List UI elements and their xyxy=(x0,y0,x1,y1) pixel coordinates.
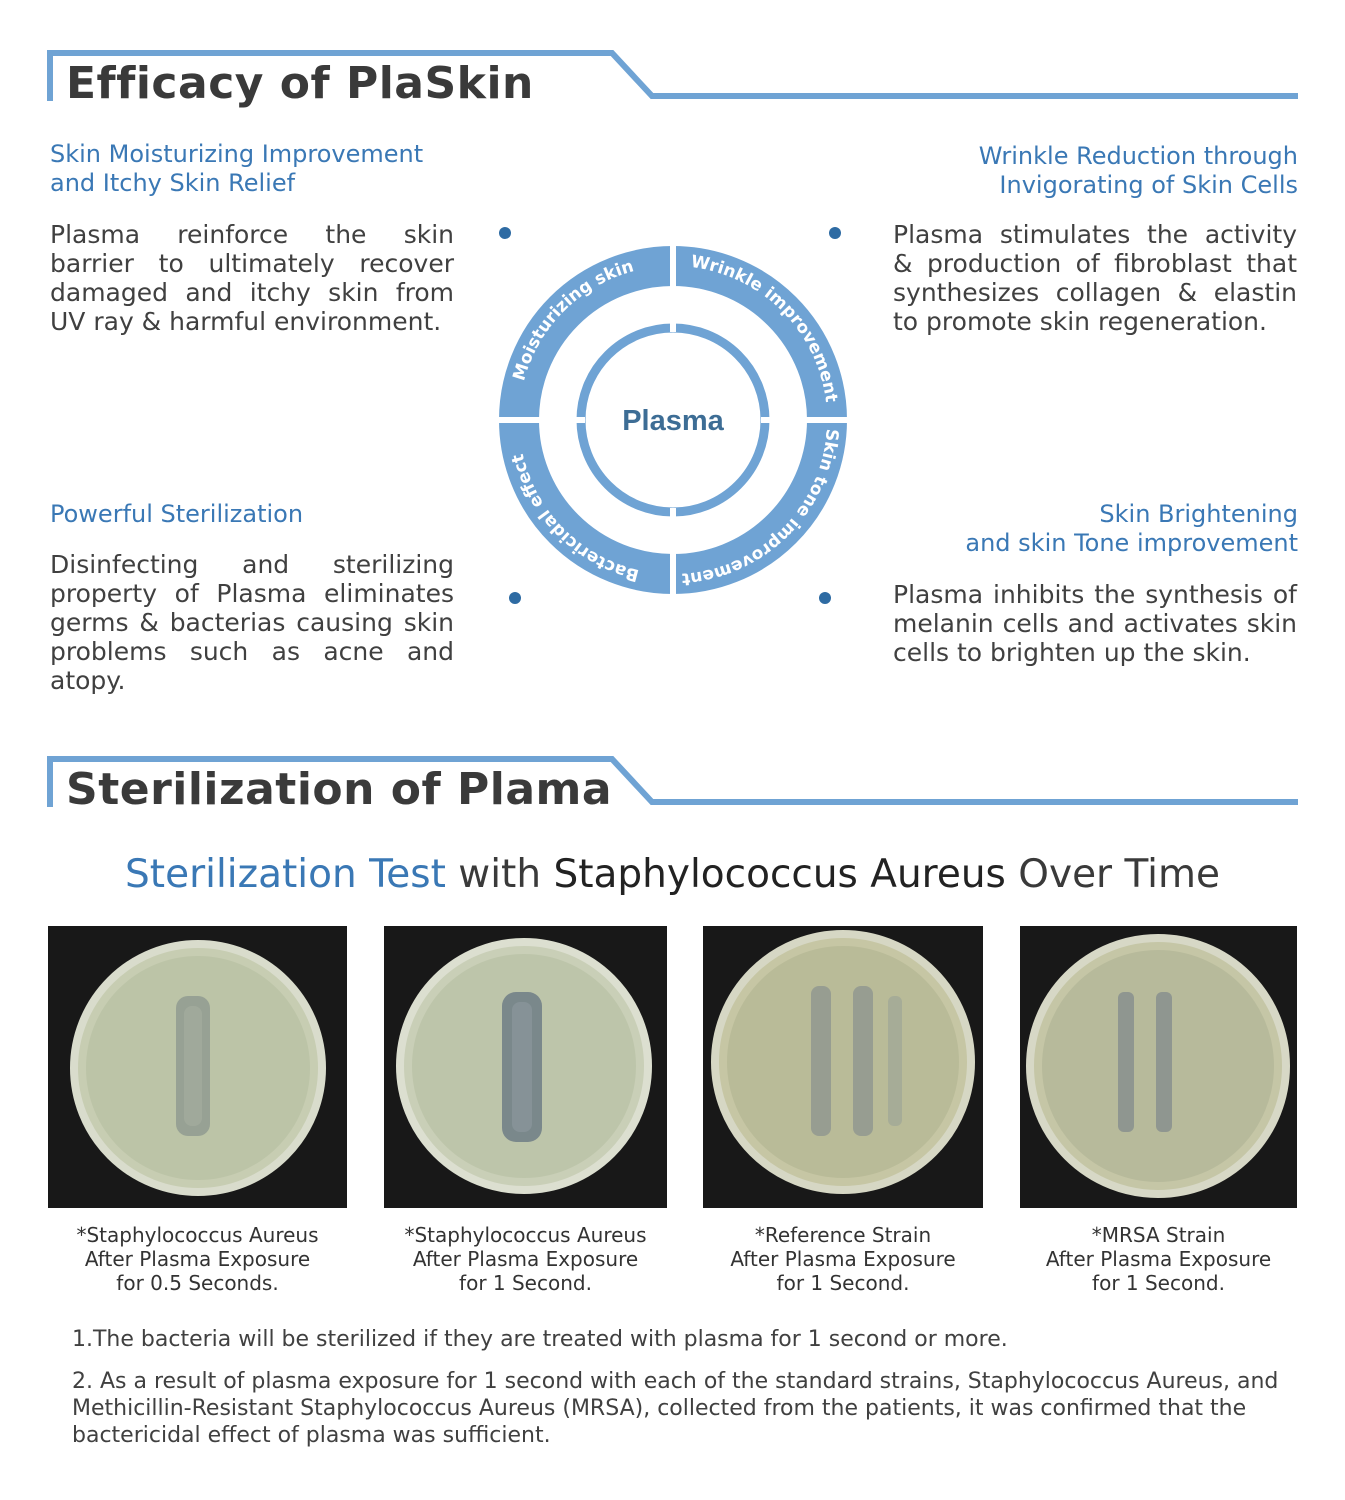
block-body-wrinkle: Plasma stimulates the activity & production of fibroblast that synthesizes collagen & elastin to promote skin regeneration. xyxy=(893,220,1297,336)
block-body-sterilization: Disinfecting and sterilizing property of Plasma eliminates germs & bacterias causing skin problems such as acne and atopy. xyxy=(50,550,454,695)
section-title-efficacy: Efficacy of PlaSkin xyxy=(66,58,534,109)
segment-label-bactericidal: Bactericidal effect xyxy=(508,452,642,586)
note-1: 1.The bacteria will be sterilized if they are treated with plasma for 1 second or more. xyxy=(72,1327,1008,1352)
photo-caption-4: *MRSA Strain After Plasma Exposure for 1 Second. xyxy=(1045,1223,1272,1295)
block-body-brightening: Plasma inhibits the synthesis of melanin cells and activates skin cells to brighten up the skin. xyxy=(893,580,1297,667)
block-title-brightening: Skin Brightening and skin Tone improvement xyxy=(965,500,1298,557)
petri-photo-1 xyxy=(48,926,347,1208)
block-title-moisturizing: Skin Moisturizing Improvement and Itchy Skin Relief xyxy=(50,140,424,197)
photo-caption-3: *Reference Strain After Plasma Exposure for 1 Second. xyxy=(730,1223,956,1295)
segment-label-wrinkle: Wrinkle improvement xyxy=(689,251,841,404)
test-title: Sterilization Test with Staphylococcus Aureus Over Time xyxy=(125,852,1220,897)
block-body-moisturizing: Plasma reinforce the skin barrier to ultimately recover damaged and itchy skin from UV ray & harmful environment. xyxy=(50,220,454,336)
petri-photo-4 xyxy=(1020,926,1297,1208)
petri-photo-3 xyxy=(703,926,983,1208)
segment-label-moisturizing: Moisturizing skin xyxy=(509,256,637,384)
plasma-diagram xyxy=(485,232,861,608)
block-title-sterilization: Powerful Sterilization xyxy=(50,500,304,528)
photo-caption-2: *Staphylococcus Aureus After Plasma Exposure for 1 Second. xyxy=(404,1223,647,1295)
section-title-sterilization: Sterilization of Plama xyxy=(66,764,613,815)
block-title-wrinkle: Wrinkle Reduction through Invigorating of Skin Cells xyxy=(978,142,1298,199)
diagram-center-label: Plasma xyxy=(622,405,724,437)
photo-caption-1: *Staphylococcus Aureus After Plasma Exposure for 0.5 Seconds. xyxy=(76,1223,319,1295)
petri-photo-2 xyxy=(384,926,667,1208)
note-2: 2. As a result of plasma exposure for 1 second with each of the standard strains, Staphylococcus Aureus, and Methicillin-Resistant Staphylococcus Aureus (MRSA), collected from the patients, it was confirmed that the bactericidal effect of plasma was sufficient. xyxy=(72,1369,1279,1448)
segment-label-skin-tone: Skin tone improvement xyxy=(681,428,842,589)
